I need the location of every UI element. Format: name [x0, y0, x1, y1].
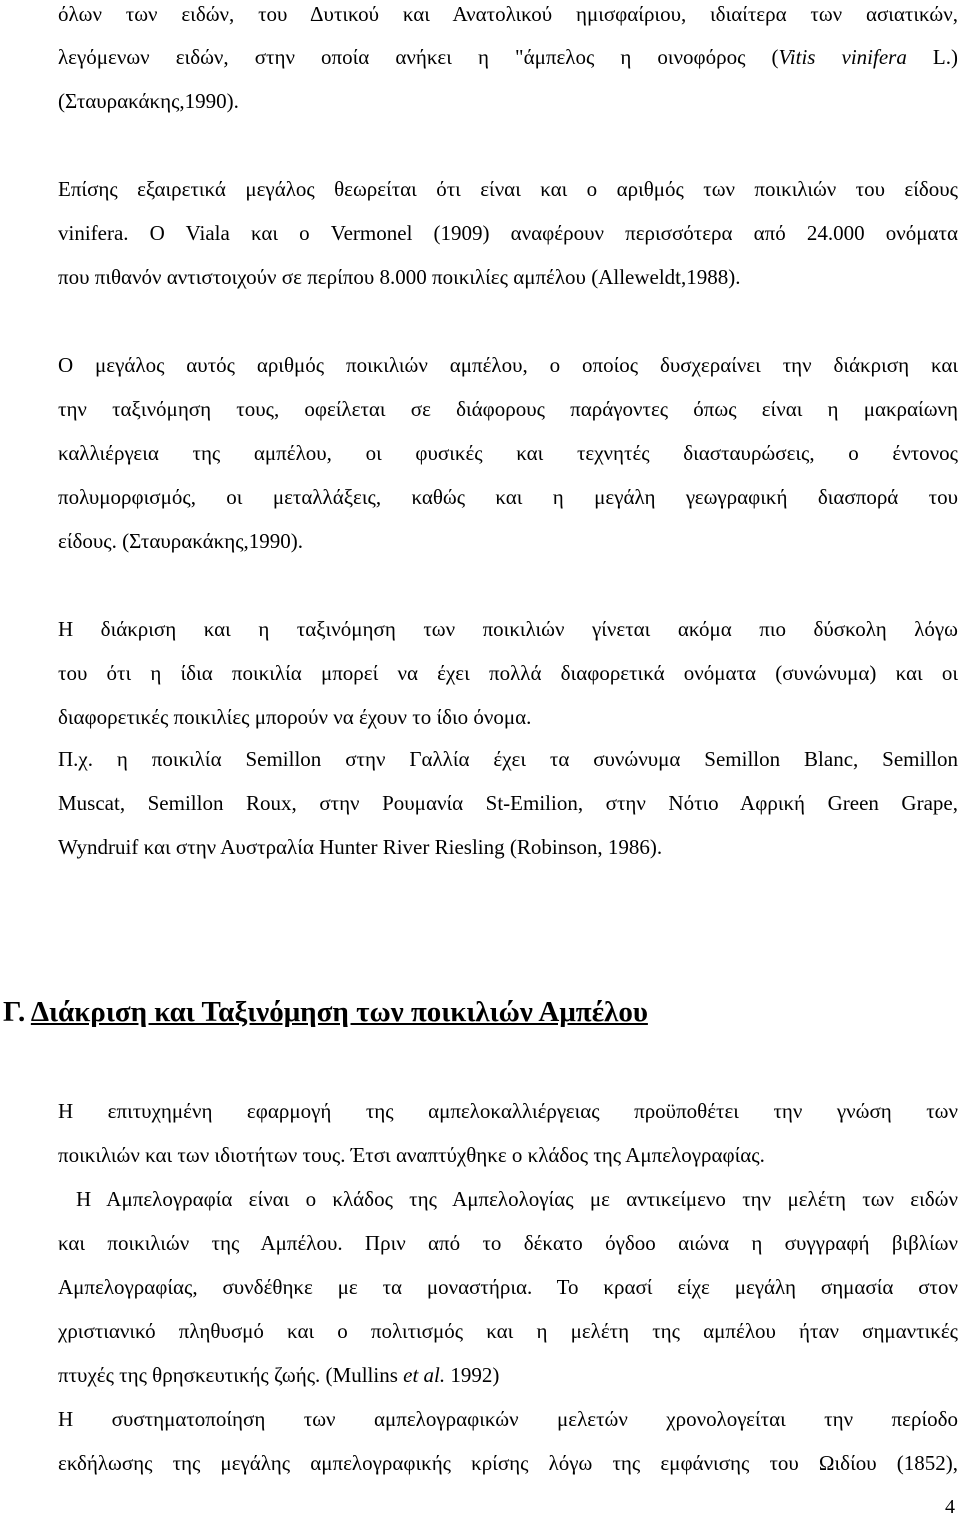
- text-line: Αμπελογραφίας, συνδέθηκε με τα μοναστήρια. Το κρασί είχε μεγάλη σημασία στον: [58, 1275, 958, 1299]
- text-line: Η συστηματοποίηση των αμπελογραφικών μελετών χρονολογείται την περίοδο: [58, 1407, 958, 1431]
- text-line: (Σταυρακάκης,1990).: [58, 89, 239, 113]
- section-heading-title: Διάκριση και Ταξινόμηση των ποικιλιών Αμπέλου: [30, 996, 648, 1028]
- text-line: Επίσης εξαιρετικά μεγάλος θεωρείται ότι είναι και ο αριθμός των ποικιλιών του είδους: [58, 177, 958, 201]
- text-line: πτυχές της θρησκευτικής ζωής. (Mullins et al. 1992): [58, 1363, 500, 1387]
- text-line: διαφορετικές ποικιλίες μπορούν να έχουν το ίδιο όνομα.: [58, 705, 532, 729]
- text-line: είδους. (Σταυρακάκης,1990).: [58, 529, 304, 553]
- italic-et-al: et al.: [403, 1363, 446, 1387]
- text-line: χριστιανικό πληθυσμό και ο πολιτισμός και η μελέτη της αμπέλου ήταν σημαντικές: [58, 1319, 958, 1343]
- text-line: πολυμορφισμός, οι μεταλλάξεις, καθώς και η μεγάλη γεωγραφική διασπορά του: [58, 485, 958, 509]
- text-line: ποικιλιών και των ιδιοτήτων τους. Έτσι αναπτύχθηκε ο κλάδος της Αμπελογραφίας.: [58, 1143, 765, 1167]
- text-line: Η διάκριση και η ταξινόμηση των ποικιλιών γίνεται ακόμα πιο δύσκολη λόγω: [58, 617, 958, 641]
- italic-species-name: Vitis vinifera: [778, 45, 907, 69]
- page-number: 4: [945, 1496, 955, 1518]
- text-line: Wyndruif και στην Αυστραλία Hunter River Riesling (Robinson, 1986).: [58, 835, 663, 859]
- text-line: λεγόμενων ειδών, στην οποία ανήκει η "άμπελος η οινοφόρος (Vitis vinifera L.): [58, 45, 958, 69]
- text-line: του ότι η ίδια ποικιλία μπορεί να έχει πολλά διαφορετικά ονόματα (συνώνυμα) και οι: [58, 661, 958, 685]
- text-line: Η Αμπελογραφία είναι ο κλάδος της Αμπελολογίας με αντικείμενο την μελέτη των ειδών: [76, 1187, 958, 1211]
- text-line: και ποικιλιών της Αμπέλου. Πριν από το δέκατο όγδοο αιώνα η συγγραφή βιβλίων: [58, 1231, 958, 1255]
- text-line: Muscat, Semillon Roux, στην Ρουμανία St-Emilion, στην Νότιο Αφρική Green Grape,: [58, 791, 958, 815]
- text-line: που πιθανόν αντιστοιχούν σε περίπου 8.000 ποικιλίες αμπέλου (Alleweldt,1988).: [58, 265, 741, 289]
- text-line: Ο μεγάλος αυτός αριθμός ποικιλιών αμπέλου, ο οποίος δυσχεραίνει την διάκριση και: [58, 353, 958, 377]
- section-heading: Γ. Διάκριση και Ταξινόμηση των ποικιλιών Αμπέλου: [3, 996, 648, 1028]
- text-line: εκδήλωσης της μεγάλης αμπελογραφικής κρίσης λόγω της εμφάνισης του Ωιδίου (1852),: [58, 1451, 958, 1475]
- text-line: την ταξινόμηση τους, οφείλεται σε διάφορους παράγοντες όπως είναι η μακραίωνη: [58, 397, 958, 421]
- text-line: όλων των ειδών, του Δυτικού και Ανατολικού ημισφαίριου, ιδιαίτερα των ασιατικών,: [58, 2, 958, 26]
- text-line: Η επιτυχημένη εφαρμογή της αμπελοκαλλιέργειας προϋποθέτει την γνώση των: [58, 1099, 958, 1123]
- text-line: Π.χ. η ποικιλία Semillon στην Γαλλία έχει τα συνώνυμα Semillon Blanc, Semillon: [58, 747, 958, 771]
- text-line: vinifera. O Viala και ο Vermonel (1909) αναφέρουν περισσότερα από 24.000 ονόματα: [58, 221, 958, 245]
- text-line: καλλιέργεια της αμπέλου, οι φυσικές και τεχνητές διασταυρώσεις, ο έντονος: [58, 441, 958, 465]
